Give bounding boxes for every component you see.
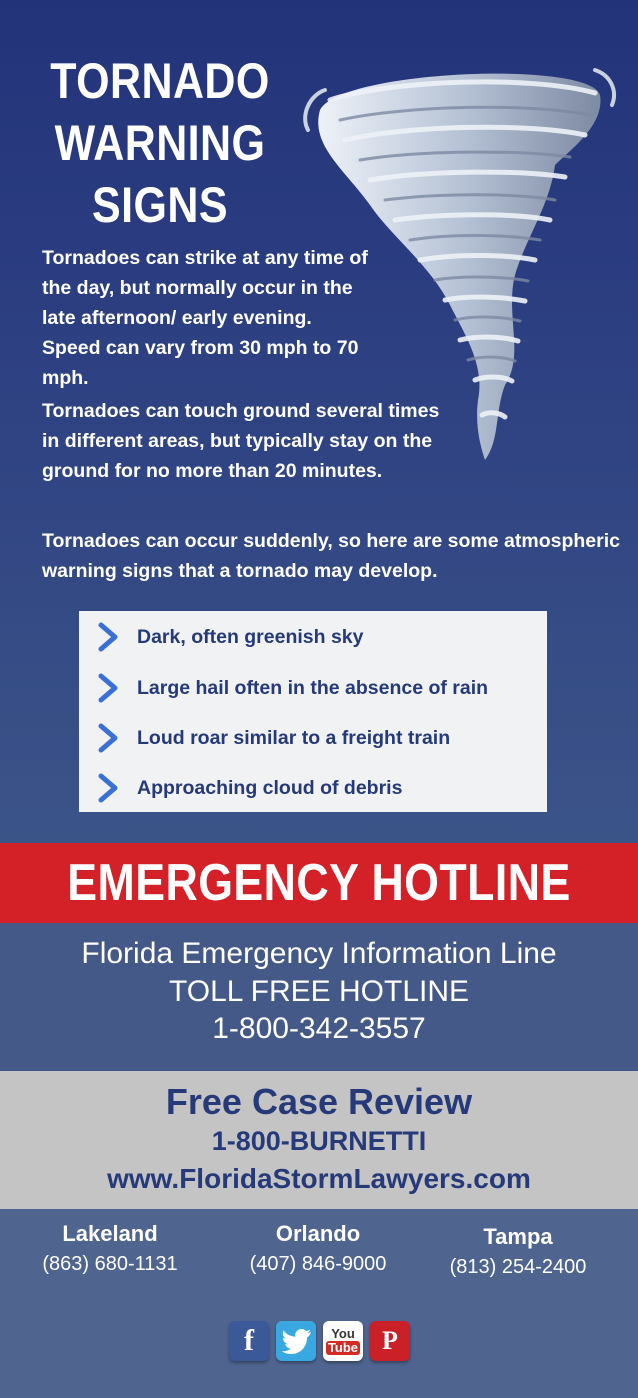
chevron-right-icon	[95, 772, 121, 804]
intro-paragraph-2: Tornadoes can touch ground several times in different areas, but typically stay on the ground for no more than 20 minutes.	[42, 400, 440, 482]
sign-label: Loud roar similar to a freight train	[137, 726, 451, 749]
title-line-2: WARNING	[54, 115, 266, 171]
sign-label: Approaching cloud of debris	[137, 776, 403, 799]
chevron-right-icon	[95, 621, 121, 653]
office-tampa	[418, 1224, 618, 1279]
hotline-line-1: Florida Emergency Information Line	[81, 937, 557, 970]
hotline-line-2: TOLL FREE HOTLINE	[168, 975, 470, 1008]
office-lakeland	[10, 1221, 210, 1276]
pinterest-icon[interactable]	[370, 1321, 410, 1361]
chevron-right-icon	[95, 722, 121, 754]
list-item	[95, 718, 450, 758]
office-city: Tampa	[483, 1224, 553, 1249]
list-item	[95, 668, 488, 708]
warning-signs-list	[79, 611, 547, 812]
offices-section	[0, 1209, 638, 1398]
facebook-glyph: f	[244, 1324, 254, 1357]
title-line-3: SIGNS	[92, 177, 228, 233]
sign-label: Large hail often in the absence of rain	[137, 676, 489, 699]
office-phone[interactable]: (863) 680-1131	[42, 1253, 178, 1275]
title-line-1: TORNADO	[50, 53, 270, 109]
pinterest-glyph: P	[382, 1326, 398, 1355]
case-review-section	[0, 1071, 638, 1209]
page-title	[40, 50, 281, 236]
twitter-icon[interactable]	[276, 1321, 316, 1361]
case-review-phone[interactable]: 1-800-BURNETTI	[211, 1126, 427, 1156]
office-phone[interactable]: (407) 846-9000	[249, 1253, 387, 1275]
youtube-icon[interactable]	[323, 1321, 363, 1361]
chevron-right-icon	[95, 672, 121, 704]
hotline-phone[interactable]: 1-800-342-3557	[212, 1012, 426, 1045]
office-city: Orlando	[275, 1221, 361, 1246]
list-item	[95, 768, 402, 808]
youtube-glyph-top: You	[331, 1326, 355, 1341]
youtube-glyph-bottom: Tube	[327, 1340, 359, 1355]
intro-paragraph-3: Tornadoes can occur suddenly, so here are some atmospheric warning signs that a tornado may develop.	[42, 530, 620, 582]
hotline-info	[0, 923, 638, 1071]
office-orlando	[218, 1221, 418, 1276]
twitter-bird-icon	[281, 1328, 311, 1354]
intro-paragraph-1: Tornadoes can strike at any time of the day, but normally occur in the late afternoon/ early evening. Speed can vary from 30 mph to 70 mph.	[42, 247, 368, 389]
facebook-icon[interactable]	[229, 1321, 269, 1361]
list-item	[95, 617, 364, 657]
case-review-title: Free Case Review	[165, 1081, 473, 1122]
emergency-hotline-banner	[0, 843, 638, 923]
office-phone[interactable]: (813) 254-2400	[449, 1256, 587, 1278]
hotline-title: EMERGENCY HOTLINE	[67, 854, 571, 912]
office-city: Lakeland	[62, 1221, 158, 1246]
sign-label: Dark, often greenish sky	[137, 625, 364, 648]
website-link[interactable]: www.FloridaStormLawyers.com	[107, 1163, 531, 1194]
